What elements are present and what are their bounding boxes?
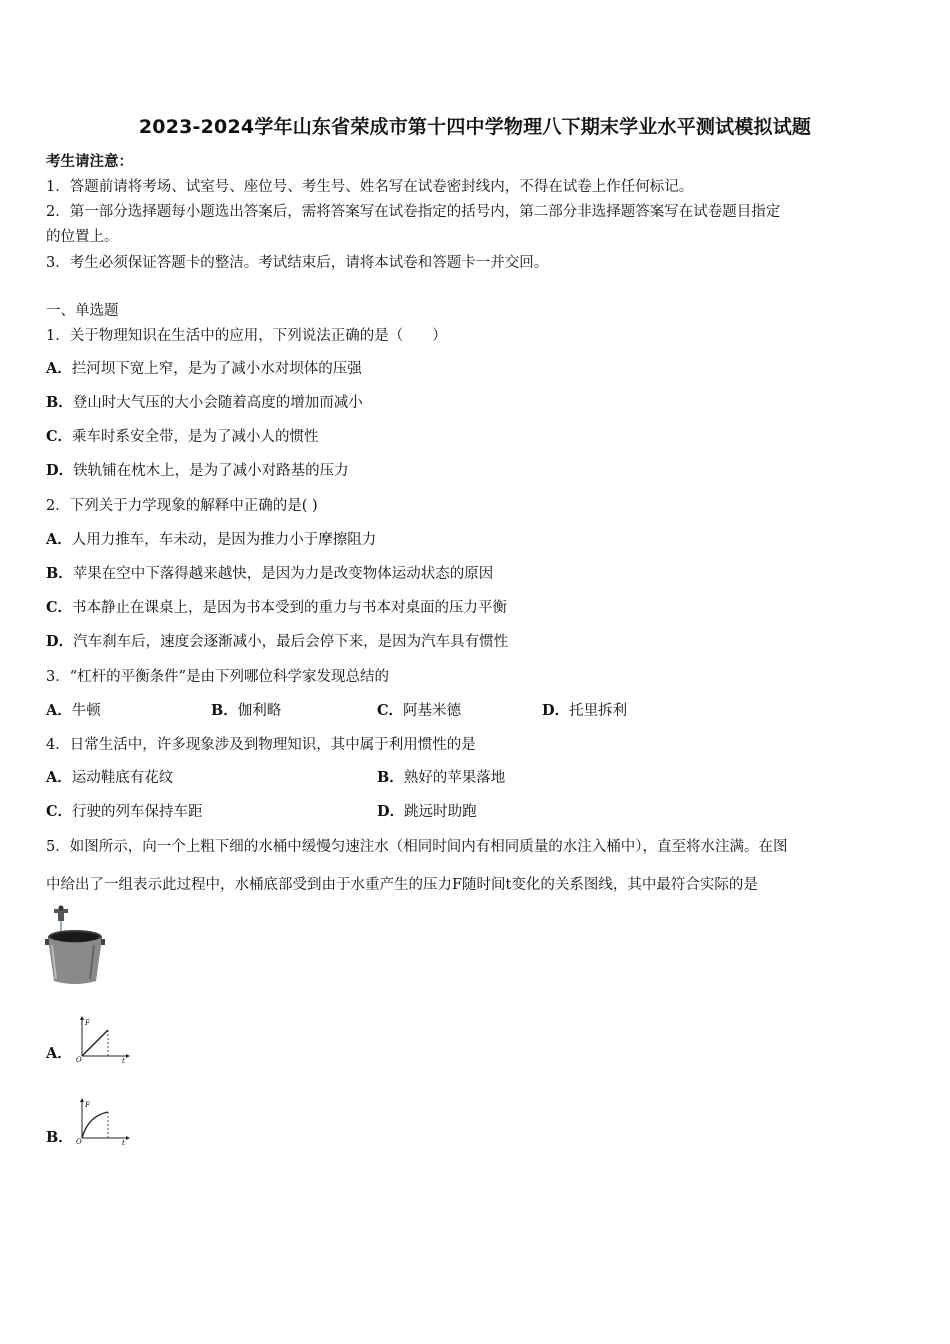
option-label: C． [46, 803, 73, 820]
notice-item: 1．答题前请将考场、试室号、座位号、考生号、姓名写在试卷密封线内，不得在试卷上作任何标记。 [46, 179, 694, 195]
option-text: 铁轨铺在枕木上，是为了减小对路基的压力 [73, 463, 349, 479]
option-item [46, 359, 362, 379]
f-t-curve [82, 1030, 108, 1056]
option-item [46, 598, 507, 618]
option-text: 汽车刹车后，速度会逐渐减小，最后会停下来，是因为汽车具有惯性 [73, 634, 509, 650]
option-label: A． [46, 360, 72, 377]
option-label: C． [377, 702, 404, 719]
option-text: 苹果在空中下落得越来越快，是因为力是改变物体运动状态的原因 [72, 566, 494, 582]
option-item [542, 701, 627, 721]
question-stem: 3．“杠杆的平衡条件”是由下列哪位科学家发现总结的 [46, 669, 390, 685]
option-label: D． [542, 702, 570, 719]
notice-item: 3．考生必须保证答题卡的整洁。考试结束后，请将本试卷和答题卡一并交回。 [46, 255, 549, 271]
x-axis-label: t [122, 1057, 125, 1064]
f-t-curve [82, 1112, 108, 1138]
page-title: 2023-2024学年山东省荣成市第十四中学物理八下期末学业水平测试模拟试题 [138, 116, 812, 138]
option-text: 拦河坝下宽上窄，是为了减小水对坝体的压强 [71, 361, 362, 377]
option-text: 行驶的列车保持车距 [72, 804, 203, 820]
option-item [211, 701, 281, 721]
option-item [46, 564, 493, 584]
option-label: D． [46, 633, 74, 650]
option-item [46, 701, 101, 721]
option-item [46, 768, 173, 788]
option-text: 托里拆利 [569, 703, 628, 719]
x-axis-label: t [122, 1139, 125, 1146]
option-b-graph [74, 1098, 130, 1146]
option-item [377, 802, 477, 822]
option-label: A． [46, 769, 72, 786]
option-label: B． [46, 394, 73, 411]
option-text: 牛顿 [71, 703, 101, 719]
option-text: 运动鞋底有花纹 [71, 770, 174, 786]
question-stem: 2．下列关于力学现象的解释中正确的是( ) [46, 498, 318, 514]
option-item [46, 802, 203, 822]
option-item [377, 768, 505, 788]
option-a-graph [74, 1016, 130, 1064]
section-heading: 一、单选题 [46, 303, 119, 319]
option-text: 跳远时助跑 [404, 804, 477, 820]
option-label: B． [377, 769, 404, 786]
option-label: C． [46, 428, 73, 445]
option-label: D． [377, 803, 405, 820]
question-stem: 1．关于物理知识在生活中的应用，下列说法正确的是（ ） [46, 328, 447, 344]
option-item [46, 393, 363, 413]
question-stem: 4．日常生活中，许多现象涉及到物理知识，其中属于利用惯性的是 [46, 737, 476, 753]
option-text: 人用力推车，车未动，是因为推力小于摩擦阻力 [71, 532, 377, 548]
option-text: 书本静止在课桌上，是因为书本受到的重力与书本对桌面的压力平衡 [72, 600, 508, 616]
option-text: 乘车时系安全带，是为了减小人的惯性 [72, 429, 319, 445]
option-text: 伽利略 [237, 703, 282, 719]
option-text: 阿基米德 [403, 703, 462, 719]
option-label: A． [46, 702, 72, 719]
water-bucket-illustration [44, 905, 106, 987]
option-item [46, 632, 508, 652]
y-axis-label: F [85, 1101, 90, 1109]
option-item [377, 701, 461, 721]
option-text: 登山时大气压的大小会随着高度的增加而减小 [72, 395, 363, 411]
option-label: C． [46, 599, 73, 616]
question-stem: 中给出了一组表示此过程中，水桶底部受到由于水重产生的压力F随时间t变化的关系图线，其中最符合实际的是 [46, 877, 758, 893]
notice-item: 的位置上。 [46, 229, 119, 245]
option-label: B． [46, 565, 73, 582]
origin-label: O [76, 1056, 82, 1064]
origin-label: O [76, 1138, 82, 1146]
notice-heading: 考生请注意： [46, 153, 133, 170]
option-item [46, 461, 349, 481]
notice-item: 2．第一部分选择题每小题选出答案后，需将答案写在试卷指定的括号内，第二部分非选择题答案写在试卷题目指定 [46, 204, 781, 220]
option-label: D． [46, 462, 74, 479]
option-item [46, 530, 376, 550]
option-label: A． [46, 1045, 72, 1062]
option-item [46, 427, 319, 447]
option-text: 熟好的苹果落地 [403, 770, 506, 786]
y-axis-label: F [85, 1019, 90, 1027]
option-label: B． [211, 702, 238, 719]
option-label: B． [46, 1129, 73, 1146]
question-stem: 5．如图所示，向一个上粗下细的水桶中缓慢匀速注水（相同时间内有相同质量的水注入桶中），直至将水注满。在图 [46, 839, 788, 855]
option-label: A． [46, 531, 72, 548]
